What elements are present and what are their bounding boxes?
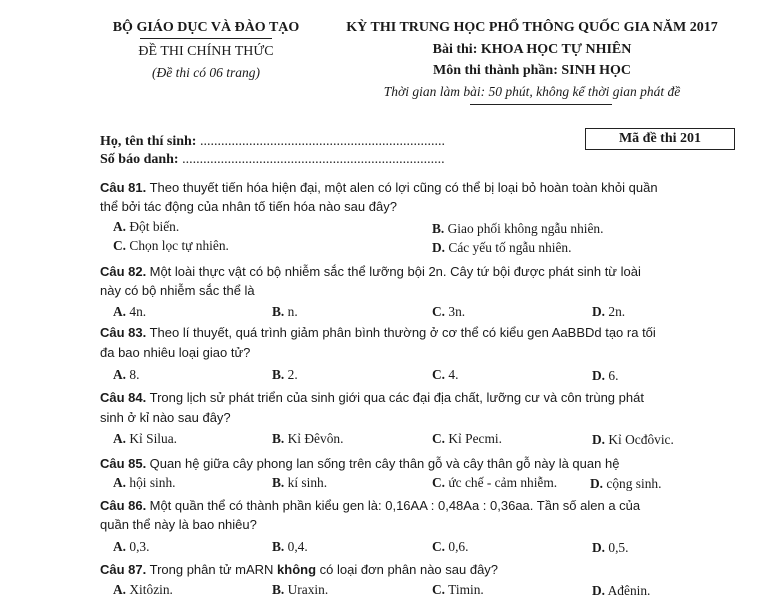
exam-subject: Bài thi: KHOA HỌC TỰ NHIÊN [432, 42, 632, 57]
question-86-line-1: Câu 86. Một quần thể có thành phần kiểu gen là: 0,16AA : 0,48Aa : 0,36aa. Tần số alen a của [100, 498, 641, 513]
option: D. 6. [592, 368, 619, 383]
option: A. 0,3. [113, 539, 150, 554]
question-81-line-1: Câu 81. Theo thuyết tiến hóa hiện đại, một alen có lợi cũng có thể bị loại bỏ hoàn toàn khỏi quần [100, 180, 658, 195]
question-84-line-1: Câu 84. Trong lịch sử phát triển của sinh giới qua các đại địa chất, lưỡng cư và côn trùng phát [100, 390, 644, 405]
option: C. Chọn lọc tự nhiên. [113, 238, 229, 253]
candidate-name-dots: ...................................................................... [199, 134, 445, 149]
option: B. n. [272, 304, 298, 319]
option: D. cộng sinh. [590, 476, 662, 491]
question-83-line-2: đa bao nhiêu loại giao tử? [100, 345, 251, 360]
option: B. kí sinh. [272, 475, 328, 490]
option: B. Giao phối không ngẫu nhiên. [432, 221, 604, 236]
option: C. Kỉ Pecmi. [432, 431, 502, 446]
option: C. 3n. [432, 304, 466, 319]
exam-code-box: Mã đề thi 201 [585, 128, 735, 150]
page-count: (Đề thi có 06 trang) [152, 65, 260, 80]
question-83-line-1: Câu 83. Theo lí thuyết, quá trình giảm phân bình thường ở cơ thể có kiểu gen AaBBDd tạo ra tối [100, 325, 656, 340]
option: A. Kỉ Silua. [113, 431, 178, 446]
option: C. 4. [432, 367, 459, 382]
option: A. Đột biến. [113, 219, 180, 234]
exam-type: ĐỀ THI CHÍNH THỨC [138, 44, 274, 59]
option: B. Uraxin. [272, 582, 329, 597]
question-label: Câu 85. [100, 456, 147, 471]
question-82-line-2: này có bộ nhiễm sắc thể là [100, 283, 255, 298]
option: B. Kỉ Đêvôn. [272, 431, 344, 446]
option: A. Xitôzin. [113, 582, 173, 597]
option: D. Kỉ Ocđôvic. [592, 432, 674, 447]
option: A. hội sinh. [113, 475, 176, 490]
question-label: Câu 86. [100, 498, 147, 513]
question-label: Câu 81. [100, 180, 147, 195]
ministry-underline [140, 38, 272, 39]
question-85-line-1: Câu 85. Quan hệ giữa cây phong lan sống trên cây thân gỗ và cây thân gỗ này là quan hệ [100, 456, 620, 471]
candidate-id-row [100, 152, 445, 168]
option: A. 4n. [113, 304, 147, 319]
option: D. 0,5. [592, 540, 629, 555]
question-label: Câu 87. [100, 562, 147, 577]
candidate-id-dots: ........................................................................... [182, 152, 445, 167]
question-84-line-2: sinh ở kỉ nào sau đây? [100, 410, 231, 425]
question-81-line-2: thể bởi tác động của nhân tố tiến hóa nào sau đây? [100, 199, 397, 214]
question-label: Câu 84. [100, 390, 147, 405]
option: B. 0,4. [272, 539, 308, 554]
question-87-line-1: Câu 87. Trong phân tử mARN không có loại đơn phân nào sau đây? [100, 562, 499, 577]
candidate-name-label: Họ, tên thí sinh: [100, 134, 200, 149]
exam-title: KỲ THI TRUNG HỌC PHỔ THÔNG QUỐC GIA NĂM 2017 [346, 20, 718, 35]
exam-component: Môn thi thành phần: SINH HỌC [432, 63, 631, 78]
option: D. Các yếu tố ngẫu nhiên. [432, 240, 572, 255]
candidate-name-row [100, 134, 445, 150]
option: A. 8. [113, 367, 140, 382]
question-label: Câu 83. [100, 325, 147, 340]
option: C. ức chế - cảm nhiễm. [432, 475, 558, 490]
question-label: Câu 82. [100, 264, 147, 279]
option: C. Timin. [432, 582, 484, 597]
option: D. Ađênin. [592, 583, 651, 598]
ministry-name: BỘ GIÁO DỤC VÀ ĐÀO TẠO [112, 20, 300, 35]
time-underline [470, 104, 612, 105]
option: C. 0,6. [432, 539, 469, 554]
exam-time: Thời gian làm bài: 50 phút, không kể thời gian phát đề [383, 84, 681, 99]
candidate-id-label: Số báo danh: [100, 152, 183, 167]
option: B. 2. [272, 367, 298, 382]
option: D. 2n. [592, 304, 626, 319]
question-86-line-2: quần thể này là bao nhiêu? [100, 517, 257, 532]
question-82-line-1: Câu 82. Một loài thực vật có bộ nhiễm sắc thể lưỡng bội 2n. Cây tứ bội được phát sinh từ loài [100, 264, 641, 279]
